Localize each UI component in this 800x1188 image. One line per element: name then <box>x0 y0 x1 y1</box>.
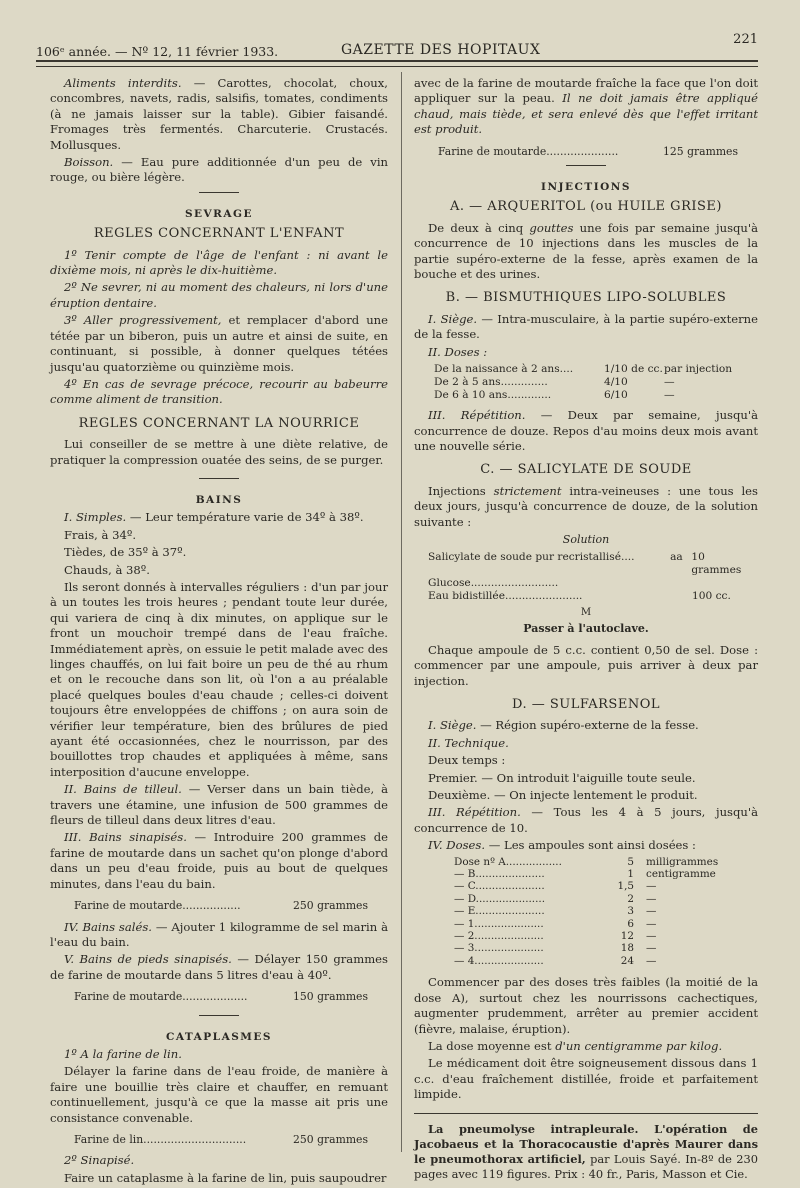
inline-heading: Boisson. <box>64 155 114 170</box>
text: — Carottes, chocolat, choux, concombres, navets, radis, salsifis, tomates, condiments (à ne jamais laisser sur la table). Gibier faisandé. Fromages très fermentés. Charcuterie. Crustacés. Mollusques. <box>50 76 388 152</box>
dose-unit: centigramme <box>646 868 716 881</box>
paragraph: Tièdes, de 35º à 37º. <box>64 545 187 560</box>
section-heading: CATAPLASMES <box>165 1030 273 1043</box>
paragraph <box>414 221 758 283</box>
text: — Deux par semaine, jusqu'à concurrence de douze. Repos d'au moins deux mois avant une nouvelle série. <box>414 408 758 453</box>
formula-qty: 250 grammes <box>293 899 368 913</box>
text: une fois par semaine jusqu'à concurrence de 10 injections dans les muscles de la partie supéro-externe de la fesse, après examen de la bouche et des urines. <box>414 220 759 282</box>
paragraph: 1º A la farine de lin. <box>64 1046 182 1061</box>
ingredient-qty: 10 grammes <box>691 551 742 577</box>
dose-label: — E..................... <box>454 905 545 918</box>
journal-title: GAZETTE DES HOPITAUX <box>341 42 541 58</box>
ingredient-name: Salicylate de soude pur recristallisé.... <box>428 551 635 564</box>
text: — Leur température varie de 34º à 38º. <box>126 510 364 525</box>
paragraph: 2º Ne sevrer, ni au moment des chaleurs, ni lors d'une éruption dentaire. <box>50 280 388 310</box>
paragraph <box>50 952 388 983</box>
formula-qty: 125 grammes <box>663 144 738 158</box>
dose-number: 3 <box>627 905 634 918</box>
dose-note: — <box>664 376 675 389</box>
section-rule <box>566 165 606 166</box>
dose-value: 6/10 <box>604 389 628 402</box>
emphasis: strictement <box>493 483 562 498</box>
inline-heading: II. Bains de tilleul. <box>64 782 182 797</box>
table-row <box>428 577 758 590</box>
paragraph: Le médicament doit être soigneusement dissous dans 1 c.c. d'eau fraîchement distillée, froide et parfaitement limpide. <box>414 1056 758 1102</box>
paragraph: Délayer la farine dans de l'eau froide, de manière à faire une bouillie très claire et chauffer, en remuant continuellement, jusqu'à ce que la masse ait pris une consistance convenable. <box>50 1064 388 1125</box>
paragraph: 2º Sinapisé. <box>64 1153 135 1168</box>
table-row <box>434 363 758 376</box>
table-row <box>454 918 758 930</box>
dose-number: 1,5 <box>617 880 634 893</box>
paragraph <box>50 920 388 951</box>
paragraph: Deux temps : <box>428 753 506 768</box>
section-rule <box>199 478 239 479</box>
text: Injections <box>428 483 494 498</box>
subsection-heading: D. — SULFARSENOL <box>512 696 660 712</box>
dose-number: 24 <box>620 954 634 967</box>
dose-value: 4/10 <box>604 376 628 389</box>
inline-heading: III. Répétition. <box>428 408 526 423</box>
table-row <box>454 868 758 880</box>
dose-number: 6 <box>627 917 634 930</box>
text: — Eau pure additionnée d'un peu de vin rouge, ou bière légère. <box>50 155 388 185</box>
solution-table <box>428 551 758 603</box>
subsection-heading: A. — ARQUERITOL (ou HUILE GRISE) <box>450 199 722 215</box>
formula-name: Farine de lin.............................. <box>74 1132 247 1146</box>
text: — Tous les 4 à 5 jours, jusqu'à concurrence de 10. <box>414 805 758 835</box>
inline-heading: I. Siège. <box>428 311 478 326</box>
dose-label: — C..................... <box>454 880 545 893</box>
table-row <box>454 880 758 892</box>
paragraph: Deuxième. — On injecte lentement le produit. <box>428 788 698 802</box>
paragraph <box>414 805 758 836</box>
text: — Verser dans un bain tiède, à travers une étamine, une infusion de 500 grammes de fleurs de tilleul dans deux litres d'eau. <box>50 782 388 828</box>
text: — Ajouter 1 kilogramme de sel marin à l'eau du bain. <box>50 919 388 949</box>
section-heading: BAINS <box>195 493 243 506</box>
book-details: par Louis Sayé. In-8º de 230 pages avec 119 figures. Prix : 40 fr., Paris, Masson et Cie. <box>414 1151 758 1181</box>
dose-number: 5 <box>627 855 634 868</box>
paragraph: Chauds, à 38º. <box>64 562 150 577</box>
dose-unit: — <box>646 905 657 918</box>
paragraph <box>414 76 758 138</box>
dose-unit: milligrammes <box>646 855 719 868</box>
solution-m: M <box>580 607 592 619</box>
paragraph: Ils seront donnés à intervalles réguliers : d'un par jour à un toutes les trois heures ; pendant toute leur durée, qui variera de cinq à dix minutes, on applique sur le front un mouchoir trempé dans de l'eau fraîche. Immédiatement après, on essuie le petit malade avec des linges chauffés, on lui fait boire un peu de thé au rhum et on le recouche dans son lit, où l'on a au préalable placé quelques boules d'eau chaude ; celles-ci doivent toujours être enveloppées de chiffons ; on aura soin de vérifier leur température, bien des brûlures de pied ayant été occasionnées, chez le nourrisson, par des bouillottes trop chaudes et appliquées à même, sans interposition d'aucune enveloppe. <box>50 579 388 779</box>
paragraph <box>414 484 758 530</box>
table-row <box>454 905 758 917</box>
dose-label: — D..................... <box>454 892 546 905</box>
table-row <box>434 376 758 389</box>
ingredient-aa <box>662 577 692 590</box>
paragraph <box>50 313 388 375</box>
table-row <box>454 942 758 954</box>
dose-unit: — <box>646 917 657 930</box>
book-review <box>414 1122 758 1182</box>
paragraph: II. Technique. <box>428 735 509 750</box>
dose-label: — 3..................... <box>454 942 544 955</box>
table-row <box>454 930 758 942</box>
text: intra-veineuses : une tous les deux jours, jusqu'à concurrence de douze, de la solution suivante : <box>414 483 758 529</box>
text: et remplacer d'abord une tétée par un biberon, puis un autre et ainsi de suite, en continuant, si possible, à donner quelques tétées jusqu'au quatorzième ou quinzième mois. <box>50 313 388 374</box>
left-column <box>50 76 388 1188</box>
dose-number: 2 <box>627 892 634 905</box>
paragraph: 4º En cas de sevrage précoce, recourir au babeurre comme aliment de transition. <box>50 376 388 407</box>
text: — Intra-musculaire, à la partie supéro-externe de la fesse. <box>414 311 758 342</box>
dose-unit: — <box>646 954 657 967</box>
table-row <box>454 955 758 967</box>
text: — Introduire 200 grammes de farine de moutarde dans un sachet qu'on plonge d'abord dans un peu d'eau froide, puis au bout de quelques minutes, dans l'eau du bain. <box>50 830 388 891</box>
inline-heading: III. Bains sinapisés. <box>64 830 187 845</box>
dose-label: — 1..................... <box>454 917 544 930</box>
dose-label: Dose nº A................. <box>454 855 562 868</box>
paragraph <box>50 782 388 828</box>
paragraph: II. Doses : <box>428 344 488 359</box>
ingredient-aa <box>662 590 692 603</box>
ingredient-name: Glucose.......................... <box>428 577 559 590</box>
text: avec de la farine de moutarde fraîche la face que l'on doit appliquer sur la peau. <box>414 76 758 106</box>
dose-unit: — <box>646 880 657 893</box>
dose-age: De 2 à 5 ans.............. <box>434 376 548 389</box>
dose-number: 12 <box>620 930 634 943</box>
solution-passer: Passer à l'autoclave. <box>523 622 649 636</box>
column-divider <box>401 72 402 1152</box>
formula-qty: 250 grammes <box>293 1132 368 1146</box>
paragraph <box>50 76 388 153</box>
text: — Région supéro-externe de la fesse. <box>476 718 699 733</box>
formula-line <box>438 144 738 159</box>
formula-name: Farine de moutarde................. <box>74 899 241 913</box>
paragraph: Commencer par des doses très faibles (la moitié de la dose A), surtout chez les nourrissons cachectiques, augmenter prudemment, arrêter au premier accident (fièvre, malaise, éruption). <box>414 975 758 1036</box>
issue-info: 106ᵉ année. — Nº 12, 11 février 1933. <box>36 44 279 59</box>
right-column <box>414 76 758 1184</box>
section-rule <box>199 192 239 193</box>
text: — Délayer 150 grammes de farine de moutarde dans 5 litres d'eau à 40º. <box>50 952 388 982</box>
inline-heading: 3º Aller progressivement, <box>64 313 222 328</box>
section-rule <box>199 1015 239 1016</box>
table-row <box>428 590 758 603</box>
ingredient-aa: aa <box>670 551 683 564</box>
subsection-heading: B. — BISMUTHIQUES LIPO-SOLUBLES <box>445 290 727 306</box>
formula-name: Farine de moutarde................... <box>74 990 248 1004</box>
emphasis: d'un centigramme par kilog. <box>555 1038 723 1053</box>
inline-heading: IV. Bains salés. <box>64 919 152 934</box>
dose-number: 18 <box>620 942 634 955</box>
book-title: La pneumolyse intrapleurale. L'opération de Jacobaeus et la Thoracocaustie d'après Maurer dans le pneumothorax artificiel, <box>414 1121 758 1166</box>
paragraph <box>414 838 758 853</box>
section-rule <box>414 1113 758 1114</box>
dose-age: De 6 à 10 ans............. <box>434 389 552 402</box>
table-row <box>428 551 758 577</box>
formula-line <box>74 898 368 913</box>
paragraph: Lui conseiller de se mettre à une diète relative, de pratiquer la compression ouatée des seins, de se purger. <box>50 437 388 467</box>
paragraph <box>414 312 758 343</box>
section-heading: SEVRAGE <box>184 207 254 220</box>
page-header <box>36 32 758 62</box>
paragraph: Premier. — On introduit l'aiguille toute seule. <box>428 770 696 785</box>
inline-heading: IV. Doses. <box>428 838 486 853</box>
dose-value: 1/10 de cc. <box>604 363 663 376</box>
paragraph: Faire un cataplasme à la farine de lin, puis saupoudrer <box>64 1170 387 1185</box>
formula-line <box>74 1132 368 1147</box>
paragraph <box>50 830 388 892</box>
inline-heading: III. Répétition. <box>428 805 521 820</box>
paragraph <box>414 408 758 454</box>
inline-heading: Aliments interdits. <box>64 76 182 90</box>
dose-label: — 2..................... <box>454 930 544 943</box>
table-row <box>454 856 758 868</box>
dose-unit: — <box>646 930 657 943</box>
subsection-heading: REGLES CONCERNANT L'ENFANT <box>93 226 345 242</box>
ampoule-dose-table <box>454 856 758 968</box>
formula-qty: 150 grammes <box>293 990 368 1004</box>
ingredient-qty: 100 cc. <box>692 590 731 603</box>
dose-note: par injection <box>664 363 733 376</box>
subsection-heading: REGLES CONCERNANT LA NOURRICE <box>78 415 360 431</box>
inline-heading: I. Siège. <box>428 718 477 733</box>
dose-note: — <box>664 389 675 402</box>
inline-heading: V. Bains de pieds sinapisés. <box>64 952 232 967</box>
paragraph <box>50 155 388 186</box>
emphasis: gouttes <box>523 220 574 235</box>
formula-name: Farine de moutarde..................... <box>438 144 619 158</box>
dose-unit: — <box>646 942 657 955</box>
table-row <box>454 893 758 905</box>
solution-title: Solution <box>562 532 610 546</box>
header-rule <box>36 66 758 67</box>
paragraph <box>414 718 758 733</box>
text: La dose moyenne est <box>428 1038 556 1053</box>
subsection-heading: C. — SALICYLATE DE SOUDE <box>480 462 692 478</box>
section-heading: INJECTIONS <box>541 181 631 194</box>
formula-line <box>74 989 368 1004</box>
dose-label: — 4..................... <box>454 954 544 967</box>
paragraph: Chaque ampoule de 5 c.c. contient 0,50 de sel. Dose : commencer par une ampoule, puis arriver à deux par injection. <box>414 642 758 688</box>
dose-age: De la naissance à 2 ans.... <box>434 363 574 376</box>
dose-number: 1 <box>627 868 634 881</box>
inline-heading: I. Simples. <box>64 510 127 525</box>
table-row <box>434 389 758 402</box>
paragraph: Frais, à 34º. <box>64 527 137 542</box>
paragraph <box>414 1039 758 1054</box>
page-number: 221 <box>733 32 758 47</box>
dose-table <box>434 363 758 402</box>
paragraph: 1º Tenir compte de l'âge de l'enfant : ni avant le dixième mois, ni après le dix-huitième. <box>50 247 388 278</box>
emphasis: Il ne doit jamais être appliqué chaud, mais tiède, et sera enlevé dès que l'effet irritant est produit. <box>414 91 758 137</box>
paragraph <box>50 510 388 525</box>
text: De deux à cinq <box>428 220 524 235</box>
dose-label: — B..................... <box>454 868 545 881</box>
text: — Les ampoules sont ainsi dosées : <box>485 838 696 853</box>
dose-unit: — <box>646 892 657 905</box>
ingredient-name: Eau bidistillée....................... <box>428 590 583 603</box>
